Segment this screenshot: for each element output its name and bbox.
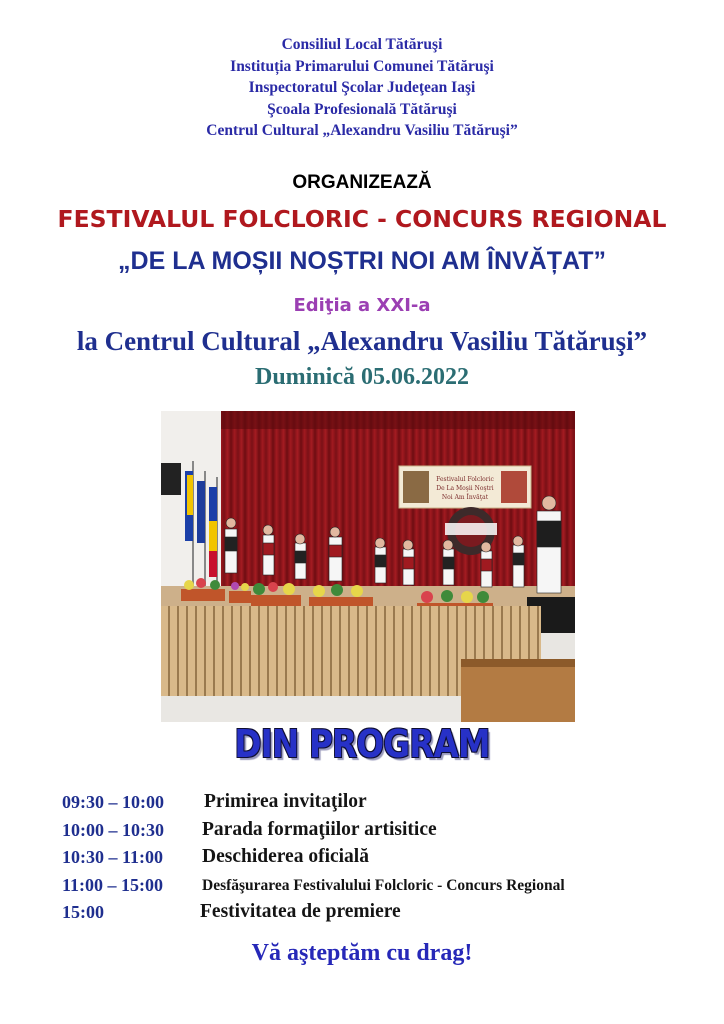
organizer-line: Consiliul Local Tătăruşi	[281, 36, 443, 53]
schedule-list	[62, 790, 702, 928]
banner-line: Festivalul Folcloric	[436, 476, 494, 483]
organizer-line: Inspectoratul Şcolar Judeţean Iaşi	[248, 79, 476, 96]
closing-message: Vă aşteptăm cu drag!	[251, 940, 473, 966]
organizer-line: Şcoala Profesională Tătăruşi	[267, 100, 457, 118]
festival-title: FESTIVALUL FOLCLORIC - CONCURS REGIONAL	[57, 205, 667, 233]
stage-photo	[161, 411, 575, 722]
schedule-time: 09:30 – 10:00	[62, 792, 164, 812]
schedule-activity: Primirea invitaţilor	[204, 791, 367, 812]
festival-motto: „DE LA MOȘII NOȘTRI NOI AM ÎNVĂȚAT”	[118, 247, 606, 275]
event-date: Duminică 05.06.2022	[254, 364, 469, 390]
schedule-row	[62, 900, 702, 928]
program-heading: DIN PROGRAM	[234, 722, 490, 766]
schedule-time: 11:00 – 15:00	[62, 874, 163, 895]
schedule-time: 10:30 – 11:00	[62, 847, 163, 867]
schedule-row	[62, 845, 702, 873]
schedule-activity: Parada formaţiilor artisitice	[202, 818, 437, 840]
organizer-line: Centrul Cultural „Alexandru Vasiliu Tătăruşi”	[206, 122, 518, 139]
organizer-line: Instituția Primarului Comunei Tătăruşi	[230, 57, 494, 75]
schedule-row	[62, 818, 702, 846]
schedule-activity: Desfăşurarea Festivalului Folcloric - Concurs Regional	[202, 876, 565, 894]
schedule-time: 15:00	[62, 902, 104, 922]
venue-line: la Centrul Cultural „Alexandru Vasiliu Tătăruşi”	[76, 326, 648, 356]
schedule-row	[62, 873, 702, 901]
schedule-activity: Deschiderea oficială	[202, 846, 369, 867]
schedule-activity: Festivitatea de premiere	[200, 901, 401, 922]
banner-line: Noi Am Învăţat	[441, 494, 489, 501]
schedule-time: 10:00 – 10:30	[62, 819, 164, 840]
banner-line: De La Moşii Noştri	[436, 485, 494, 492]
organizeaza-heading: ORGANIZEAZĂ	[292, 172, 432, 193]
organizers-block	[0, 34, 724, 142]
schedule-row	[62, 790, 702, 818]
edition-label: Ediţia a XXI-a	[293, 295, 431, 316]
